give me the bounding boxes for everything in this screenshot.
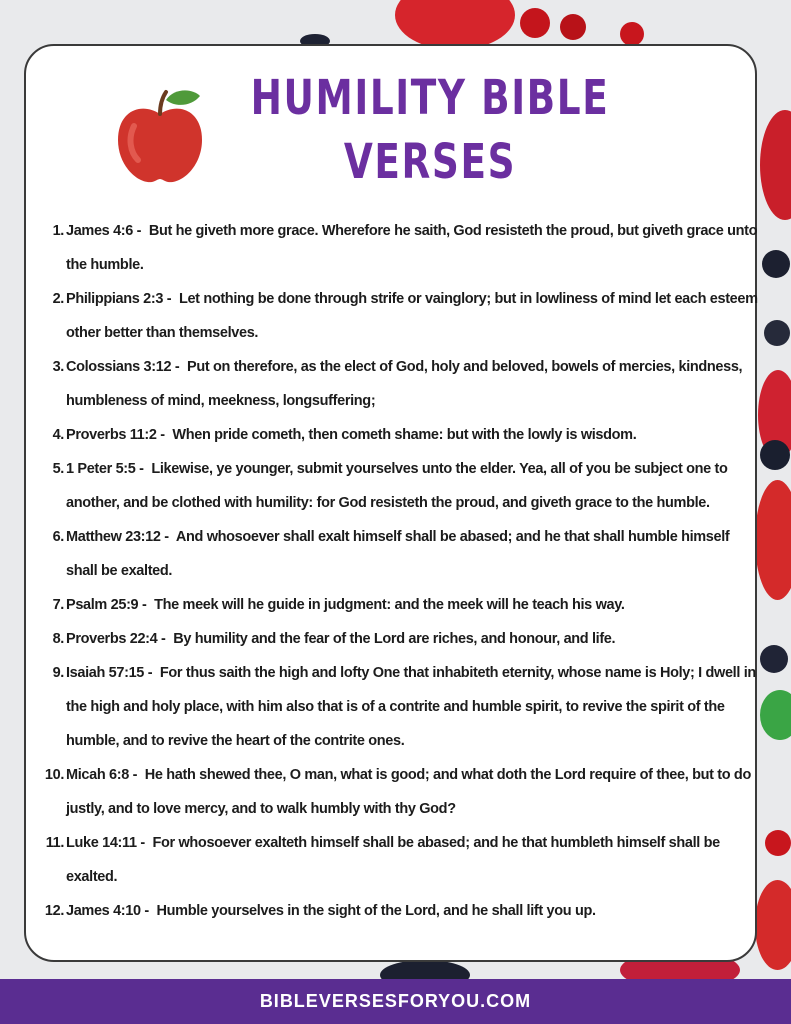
verse-reference: James 4:10 - [66, 903, 149, 919]
verse-number: 5. [52, 461, 64, 477]
verse-reference: Luke 14:11 - [66, 835, 145, 851]
verse-text: Humble yourselves in the sight of the Lord, and he shall lift you up. [156, 903, 596, 919]
verse-item [44, 656, 764, 758]
verse-number: 6. [52, 529, 64, 545]
apple-icon [112, 86, 208, 186]
verse-item [44, 350, 764, 418]
blueberry-icon [760, 645, 788, 673]
verse-item [44, 826, 764, 894]
title-line-1: HUMILITY BIBLE [250, 70, 610, 126]
verse-reference: James 4:6 - [66, 223, 142, 239]
verse-text: For thus saith the high and lofty One that inhabiteth eternity, whose name is Holy; I dwell in the high and holy place, with him also that is of a contrite and humble spirit, to revive the spirit of the humble, and to revive the heart of the contrite ones. [66, 665, 756, 749]
verse-number: 3. [52, 359, 64, 375]
verse-reference: Colossians 3:12 - [66, 359, 180, 375]
strawberry-icon [760, 110, 791, 220]
verse-item [44, 452, 764, 520]
verse-text: He hath shewed thee, O man, what is good; and what doth the Lord require of thee, but to do justly, and to love mercy, and to walk humbly with thy God? [66, 767, 751, 817]
footer-website-link[interactable]: BIBLEVERSESFORYOU.COM [0, 979, 791, 1024]
verse-text: The meek will he guide in judgment: and the meek will he teach his way. [154, 597, 625, 613]
verse-text: For whosoever exalteth himself shall be abased; and he that humbleth himself shall be exalted. [66, 835, 720, 885]
verse-number: 9. [52, 665, 64, 681]
verse-number: 2. [52, 291, 64, 307]
verse-list [44, 214, 764, 928]
verse-text: Likewise, ye younger, submit yourselves unto the elder. Yea, all of you be subject one to another, and be clothed with humility: for God resisteth the proud, and giveth grace to the humble. [66, 461, 728, 511]
verse-reference: Philippians 2:3 - [66, 291, 172, 307]
verse-number: 12. [44, 903, 64, 919]
verse-reference: Isaiah 57:15 - [66, 665, 153, 681]
verse-text: And whosoever shall exalt himself shall be abased; and he that shall humble himself shall be exalted. [66, 529, 730, 579]
verse-item [44, 588, 764, 622]
page-title [251, 66, 610, 194]
verse-text: But he giveth more grace. Wherefore he saith, God resisteth the proud, but giveth grace unto the humble. [66, 223, 758, 273]
verse-number: 8. [52, 631, 64, 647]
leaf-icon [760, 690, 791, 740]
verse-reference: Proverbs 11:2 - [66, 427, 165, 443]
strawberry-icon [395, 0, 515, 50]
verse-number: 1. [52, 223, 64, 239]
verse-number: 10. [44, 767, 64, 783]
verse-item [44, 894, 764, 928]
title-line-2: VERSES [343, 134, 517, 190]
verse-number: 7. [52, 597, 64, 613]
verse-reference: 1 Peter 5:5 - [66, 461, 144, 477]
verse-reference: Psalm 25:9 - [66, 597, 147, 613]
verse-item [44, 758, 764, 826]
verse-item [44, 520, 764, 588]
verse-reference: Proverbs 22:4 - [66, 631, 166, 647]
verse-text: When pride cometh, then cometh shame: but with the lowly is wisdom. [172, 427, 637, 443]
verse-number: 11. [45, 835, 64, 851]
verse-item [44, 622, 764, 656]
verse-item [44, 214, 764, 282]
currant-icon [620, 22, 644, 46]
blueberry-icon [762, 250, 790, 278]
currant-icon [560, 14, 586, 40]
verse-reference: Micah 6:8 - [66, 767, 138, 783]
verse-text: By humility and the fear of the Lord are riches, and honour, and life. [173, 631, 616, 647]
currant-icon [765, 830, 791, 856]
verse-number: 4. [52, 427, 64, 443]
verse-text: Let nothing be done through strife or vainglory; but in lowliness of mind let each esteem other better than themselves. [66, 291, 758, 341]
verse-item [44, 418, 764, 452]
verse-reference: Matthew 23:12 - [66, 529, 169, 545]
blueberry-icon [760, 440, 790, 470]
currant-icon [520, 8, 550, 38]
verse-item [44, 282, 764, 350]
verse-text: Put on therefore, as the elect of God, holy and beloved, bowels of mercies, kindness, humbleness of mind, meekness, longsuffering; [66, 359, 743, 409]
blueberry-icon [764, 320, 790, 346]
